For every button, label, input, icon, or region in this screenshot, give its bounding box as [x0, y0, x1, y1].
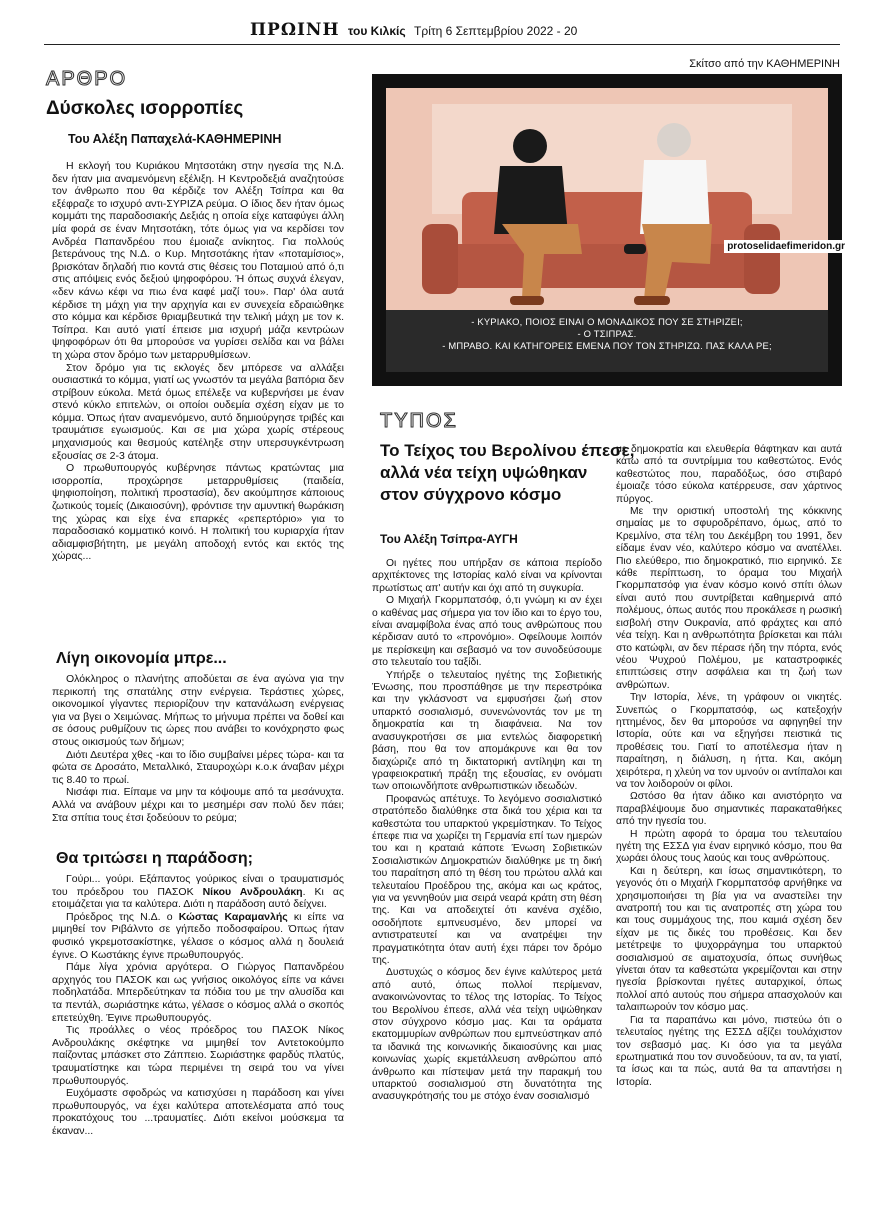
paragraph: Για τα παραπάνω και μόνο, πιστεύω ότι ο τελευταίος ηγέτης της ΕΣΣΔ αξίζει τουλάχιστον τον σεβασμό μας. Κι όσο για τα μεγάλα ερωτηματικά που τον συνοδεύουν, τα αν, τα γιατί, τα ίσως και τα πώς, αυτά θα τα απαντήσει η Ιστορία.	[616, 1014, 842, 1088]
cartoon-credit: Σκίτσο από την ΚΑΘΗΜΕΡΙΝΗ	[689, 58, 840, 70]
press-byline: Του Αλέξη Τσίπρα-ΑΥΓΗ	[380, 532, 518, 546]
press-col-1	[372, 558, 602, 1163]
caption-line: - Ο ΤΣΙΠΡΑΣ.	[577, 328, 637, 339]
section-tag-press: ΤΥΠΟΣ	[380, 410, 458, 432]
paragraph: Την Ιστορία, λένε, τη γράφουν οι νικητές. Συνεπώς ο Γκορμπατσόφ, ως κατεξοχήν ηττημένος, δεν θα μπορούσε να αφηγηθεί την Ιστορία, ούτε και να εξηγήσει πειστικά τις προθέσεις του. Γιατί το αποτέλεσμα ήταν η παραίτηση, η διάλυση, η ήττα. Και, ακόμη χειρότερα, η χλεύη να τον υμνούν οι αντίπαλοι και να τον λοιδορούν οι φίλοι.	[616, 692, 842, 790]
paragraph: Τις προάλλες ο νέος πρόεδρος του ΠΑΣΟΚ Νίκος Ανδρουλάκης σκέφτηκε να μιμηθεί τον Αντετοκούμπο παίζοντας μπάσκετ στο Ζάππειο. Σωριάστηκε φαρδύς πλατύς, τραυματίστηκε και τώρα περιμένει τη σειρά του να γίνει πρωθυπουργός.	[52, 1024, 344, 1087]
subheading-economy: Λίγη οικονομία μπρε...	[56, 650, 227, 667]
masthead-bar	[250, 20, 636, 40]
economy-body	[52, 673, 344, 838]
paragraph: Ωστόσο θα ήταν άδικο και ανιστόρητο να παραβλέψουμε δυο σημαντικές παρακαταθήκες από την ηγεσία του.	[616, 791, 842, 828]
paragraph: Διότι Δευτέρα χθες -και το ίδιο συμβαίνει μέρες τώρα- και τα φώτα σε Δροσάτο, Μεταλλικό, Σταυροχώρι κ.ο.κ άναβαν μέχρι τις 8.40 το πρωί.	[52, 748, 344, 786]
tradition-body	[52, 873, 344, 1163]
paragraph: Δυστυχώς ο κόσμος δεν έγινε καλύτερος μετά από αυτό, όπως πολλοί περίμεναν, ανακοινώνοντας το τέλος της Ιστορίας. Το Τείχος του Βερολίνου έπεσε, αλλά νέα τείχη υψώθηκαν στον σύγχρονο κόσμο μας. Και τα οράματα εκατομμυρίων ανθρώπων που εμπνεύστηκαν από τα ιδανικά της κοινωνικής δικαιοσύνης και μιας κοινωνίας χωρίς εκμετάλλευση ανθρώπου από άνθρωπο και πίστεψαν μετά την παρακμή του υπαρκτού σοσιαλισμού στη δυνατότητα της ανασυγκρότησής του με στόχο έναν σοσιαλισμό	[372, 967, 602, 1103]
paragraph: Στον δρόμο για τις εκλογές δεν μπόρεσε να αλλάξει ουσιαστικά το κόμμα, γιατί ως γνωστόν τα μεγάλα βαπόρια δεν στρίβουν εύκολα. Μετά όμως επέλεξε να κυβερνήσει με έναν στενό κύκλο επιτελών, οι οποίοι ουδεμία σχέση είχαν με το κόμμα. Όπως ήταν αναμενόμενο, αυτό δημιούργησε τριβές και τραυμάτισε εγωισμούς. Και σε μια χώρα χωρίς στέρεους μηχανισμούς και θεσμούς κατέληξε στην υπερσυγκέντρωση εξουσίας σε 2-3 άτομα.	[52, 361, 344, 462]
header-rule	[44, 44, 840, 45]
caption-line: - ΚΥΡΙΑΚΟ, ΠΟΙΟΣ ΕΙΝΑΙ Ο ΜΟΝΑΔΙΚΟΣ ΠΟΥ ΣΕ ΣΤΗΡΙΖΕΙ;	[471, 316, 743, 327]
paragraph: Γούρι... γούρι. Εξάπαντος γούρικος είναι ο τραυματισμός του πρόεδρου του ΠΑΣΟΚ Νίκου Ανδρουλάκη. Κι ας ετοιμάζεται για τα καλύτερα. Διότι η παράδοση αυτό δείχνει.	[52, 873, 345, 911]
subheading-tradition: Θα τριτώσει η παράδοση;	[56, 850, 253, 867]
press-col-2	[616, 444, 842, 1164]
paragraph: με δημοκρατία και ελευθερία θάφτηκαν και αυτά κάτω από τα συντρίμμια του καθεστώτος. Ενός καθεστώτος που, παραδόξως, όσο στιβαρό έμοιαζε τόσο εύκολα κατέρρευσε, σαν χάρτινος πύργος.	[616, 444, 842, 505]
paragraph: Με την οριστική υποστολή της κόκκινης σημαίας με το σφυροδρέπανο, όμως, από το Κρεμλίνο, στα τέλη του Δεκέμβρη του 1991, δεν είδαμε έναν νέο, καλύτερο κόσμο να ανατέλλει. Πιο ελεύθερο, πιο δημοκρατικό, πιο ειρηνικό. Σε κάθε περίπτωση, το όραμα του Μιχαήλ Γκορμπατσόφ για έναν κόσμο κοινό σπίτι όλων είναι αυτό που συντρίβεται καθημερινά από πολέμους, όπως αυτός που προκάλεσε η ρωσική εισβολή στην Ουκρανία, από φράχτες και από νέα τείχη. Και η ανθρωπότητα βρίσκεται και πάλι στο κατώφλι, αν δεν πέρασε ήδη την πόρτα, ενός νέου Ψυχρού Πολέμου, με καταστροφικές επιπτώσεις στην ασφάλεια και τη ζωή των ανθρώπων.	[616, 506, 842, 691]
paragraph: Νισάφι πια. Είπαμε να μην τα κόψουμε από τα μεσάνυχτα. Αλλά να ανάβουν μέχρι και το μεσημέρι σαν πολύ δεν πάει; Στα σπίτια τους έτσι ξοδεύουν το ρεύμα;	[52, 786, 344, 824]
edition: του Κιλκίς	[347, 24, 406, 38]
paragraph: Ολόκληρος ο πλανήτης αποδύεται σε ένα αγώνα για την περικοπή της σπατάλης στην ενέργεια. Τεράστιες χώρες, οικονομικοί γίγαντες περιορίζουν την κατανάλωση ενέργειας για να βγει ο Χειμώνας. Μήπως το μήνυμα πρέπει να δοθεί και σε όσους ρυθμίζουν τις ώρες που ανάβει το κονόχρηστο φως στους οικισμούς των δήμων;	[52, 673, 344, 748]
masthead: ΠΡΩΙΝΗ	[250, 20, 340, 40]
paragraph: Ο Μιχαήλ Γκορμπατσόφ, ό,τι γνώμη κι αν έχει ο καθένας μας σήμερα για τον ίδιο και το έργο του, είναι αναμφίβολα ένας από τους ανθρώπους που κέρδισαν αυτό το «προνόμιο». Οφείλουμε λοιπόν με περίσκεψη και σεβασμό να τον συνοδεύσουμε στο τελευταίο του ταξίδι.	[372, 595, 602, 669]
caption-line: - ΜΠΡΑΒΟ. ΚΑΙ ΚΑΤΗΓΟΡΕΙΣ ΕΜΕΝΑ ΠΟΥ ΤΟΝ ΣΤΗΡΙΖΩ. ΠΑΣ ΚΑΛΑ ΡΕ;	[442, 340, 772, 351]
paragraph: Η εκλογή του Κυριάκου Μητσοτάκη στην ηγεσία της Ν.Δ. δεν ήταν μια αναμενόμενη εξέλιξη. Η Κεντροδεξιά αναζητούσε τον άνθρωπο που θα κέρδιζε τον Αλέξη Τσίπρα και θα εξέφραζε το ισχυρό αντι-ΣΥΡΙΖΑ ρεύμα. Ο ίδιος δεν ήταν όμως κομμάτι της παραδοσιακής Δεξιάς η οποία είχε καταφύγει άλλη μία φορά σε έναν Μητσοτάκη, τότε όμως για να κερδίσει τον Ανδρέα Παπανδρέου που έμοιαζε ανίκητος. Για πολλούς βετεράνους της Ν.Δ. ο Κυρ. Μητσοτάκης ήταν «ποταμίσιος», βρισκόταν δηλαδή πιο κοντά στις θέσεις του Ποταμιού από ό,τι στις απόψεις ενός δεξιού ψηφοφόρου. Ή όπως συχνά έλεγαν, «δεν κάνω κέφι να πιω ένα καφέ μαζί του». Παρ' όλα αυτά κέρδισε τη μάχη για την αρχηγία και εν συνεχεία εδραιώθηκε στο κόμμα και κέρδισε θριαμβευτικά την τελική μάχη με τον κ. Τσίπρα. Και αυτό γιατί έπεισε μια ισχυρή μάζα κεντρώων ψηφοφόρων ότι θα μπορούσε να γυρίσει σελίδα και να βάλει τη χώρα στον δρόμο των μεταρρυθμίσεων.	[52, 160, 344, 361]
cartoon	[372, 74, 845, 386]
article-body	[52, 160, 344, 620]
paragraph: Πάμε λίγα χρόνια αργότερα. Ο Γιώργος Παπανδρέου αρχηγός του ΠΑΣΟΚ και ως γνήσιος οικολόγος είπε να κάνει ποδηλατάδα. Μπερδεύτηκαν τα πόδια του με την αλυσίδα και τα πεντάλ, σωριάστηκε κάτω, γέλασε ο κόσμος αλλά ο σκοπός επετεύχθη. Έγινε πρωθυπουργός.	[52, 961, 344, 1024]
paragraph: Πρόεδρος της Ν.Δ. ο Κώστας Καραμανλής κι είπε να μιμηθεί τον Ριβάλντο σε γήπεδο ποδοσφαίρου. Όπως ήταν φυσικό γκρεμοτσακίστηκε, γέλασε ο κόσμος αλλά η δουλειά έγινε. Ο Κωστάκης έγινε πρωθυπουργός.	[52, 910, 344, 961]
article-byline: Του Αλέξη Παπαχελά-ΚΑΘΗΜΕΡΙΝΗ	[68, 132, 282, 146]
paragraph: Και η δεύτερη, και ίσως σημαντικότερη, το γεγονός ότι ο Μιχαήλ Γκορμπατσόφ αρνήθηκε να χρησιμοποιήσει τη βία για να αναστείλει την ανατροπή του και τις ανατροπές στη χώρα του και τους συμμάχους της, που καμιά σχέση δεν είχαν με τις δικές του προθέσεις. Και δεν μετέτρεψε το ψυχορράγημα του υπαρκτού σοσιαλισμού σε αιματοχυσία, όπως συνήθως γίνεται όταν τα καθεστώτα γκρεμίζονται και στην ηγεσία βρίσκονται ηγέτες αυταρχικοί, όπως πολλοί από αυτούς που σήμερα απασχολούν και ταλαιπωρούν τον κόσμο μας.	[616, 865, 842, 1014]
section-tag-article: ΑΡΘΡΟ	[46, 68, 128, 90]
cartoon-watermark: protoselidaefimeridon.gr	[724, 240, 848, 253]
date-page: Τρίτη 6 Σεπτεμβρίου 2022 - 20	[414, 24, 578, 38]
paragraph: Προφανώς απέτυχε. Το λεγόμενο σοσιαλιστικό στρατόπεδο διαλύθηκε στα δικά του χέρια και τα καθεστώτα του υπαρκτού γκρεμίστηκαν. Το Τείχος έπεφε πια να χωρίζει τη Γερμανία επί των ημερών του και η κραταιά κάποτε Ένωση Σοβιετικών Σοσιαλιστικών Δημοκρατιών διαλύθηκε με τη δική του παραίτηση από τη θέση του πρώτου αλλά και τελευταίου Προέδρου της, ακόμα και ως κράτος, για να γεννηθούν μια σειρά νεαρά κράτη στη θέση της. Και να αποδειχτεί ότι κανένα σχέδιο, οσοδήποτε εμπνευσμένο, δεν μπορεί να αντιστρατευτεί και να ανατρέψει την πραγματικότητα όταν αυτή έχει πάρει τον δρόμο της.	[372, 793, 602, 966]
press-title: Το Τείχος του Βερολίνου έπεσε, αλλά νέα τείχη υψώθηκαν στον σύγχρονο κόσμο	[380, 441, 635, 504]
paragraph: Ο πρωθυπουργός κυβέρνησε πάντως κρατώντας μια ισορροπία, προχώρησε μεταρρυθμίσεις (παιδεία, ψηφιοποίηση, πολιτική προστασία), δεν ακούμπησε κάποιους ζωτικούς τομείς (Δικαιοσύνη), φρόντισε την αμυντική θωράκιση της χώρας και είχε ένα επαρκές «ρεπερτόριο» για το παραδοσιακό κομματικό κοινό. Η πολιτική του κυριαρχία ήταν αδιαμφισβήτητη, με μεγάλη αποδοχή εντός και εκτός της χώρας...	[52, 462, 344, 563]
paragraph: Η πρώτη αφορά το όραμα του τελευταίου ηγέτη της ΕΣΣΔ για έναν ειρηνικό κόσμο, που θα χωράει όλους τους λαούς και τους ανθρώπους.	[616, 828, 842, 865]
paragraph: Ευχόμαστε σφοδρώς να κατισχύσει η παράδοση και γίνει πρωθυπουργός, να έχει καλύτερα αποτελέσματα από τους προκατόχους του ...τραυματίες. Διότι εκείνοι μούσκεμα τα έκαναν...	[52, 1087, 344, 1137]
article-title: Δύσκολες ισορροπίες	[46, 98, 244, 119]
cartoon-caption	[390, 316, 824, 352]
paragraph: Υπήρξε ο τελευταίος ηγέτης της Σοβιετικής Ένωσης, που προσπάθησε με την περεστρόικα και την γκλάσνοστ να εμφυσήσει ζωή στον υπαρκτό σοσιαλισμό, συνενώνοντάς τον με τη δημοκρατία και τη διαφάνεια. Να τον ανασυγκροτήσει σε μια εντελώς διαφορετική βάση, που θα τον απομάκρυνε και θα τον διαχώριζε από τη δικτατορική αντίληψη και τη γραφειοκρατική πράξη της εξουσίας, εν ονόματι των οποιωνδήποτε ανθρωπιστικών ιδεωδών.	[372, 669, 602, 793]
paragraph: Οι ηγέτες που υπήρξαν σε κάποια περίοδο αρχιτέκτονες της Ιστορίας καλό είναι να κρίνονται πρωτίστως απ' αυτήν και όχι από τη συγκυρία.	[372, 558, 602, 594]
